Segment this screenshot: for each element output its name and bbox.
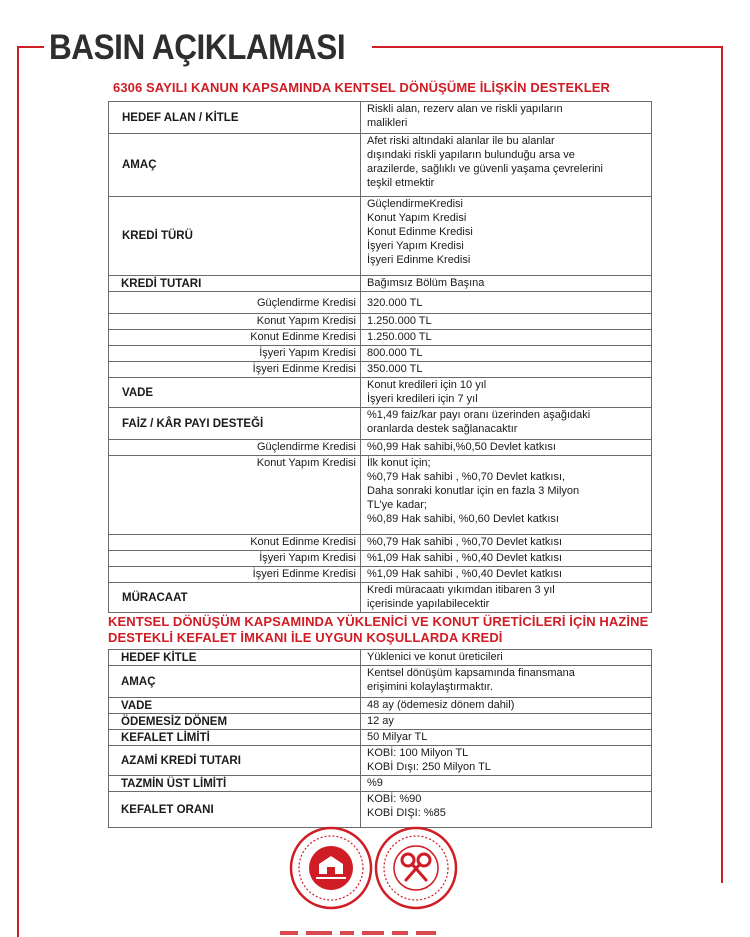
row-label: HEDEF KİTLE [109, 650, 361, 666]
rate-name: Güçlendirme Kredisi [109, 440, 361, 456]
row-value [361, 776, 652, 792]
vade-value [361, 378, 652, 408]
text-line: Riskli alan, rezerv alan ve riskli yapıların [367, 103, 563, 115]
ministry-seal-icon [289, 826, 373, 910]
page-title: BASIN AÇIKLAMASI [49, 28, 346, 67]
table-row-kredi-tutari [109, 276, 652, 292]
footer-mark [306, 931, 332, 935]
table-row [109, 362, 652, 378]
text-line: KOBİ: %90 [367, 793, 422, 805]
row-value [361, 650, 652, 666]
table-row [109, 666, 652, 698]
text-line: TL’ye kadar; [367, 499, 427, 511]
text-line: %1,49 faiz/kar payı oranı üzerinden aşağıdaki [367, 409, 591, 421]
footer-mark [416, 931, 436, 935]
table-row [109, 456, 652, 535]
text-line: İşyeri kredileri için 7 yıl [367, 393, 478, 405]
rate-value [361, 456, 652, 535]
table-row [109, 792, 652, 828]
text-line: %0,79 Hak sahibi , %0,70 Devlet katkısı [367, 536, 563, 548]
row-label: TAZMİN ÜST LİMİTİ [109, 776, 361, 792]
text-line: oranlarda destek sağlanacaktır [367, 423, 518, 435]
faiz-label: FAİZ / KÂR PAYI DESTEĞİ [109, 408, 361, 440]
table-row-hedef [109, 102, 652, 134]
row-label: KEFALET LİMİTİ [109, 730, 361, 746]
rate-value [361, 440, 652, 456]
section1-title: 6306 SAYILI KANUN KAPSAMINDA KENTSEL DÖNÜŞÜME İLİŞKİN DESTEKLER [113, 80, 610, 95]
frame-line-top-right [372, 46, 723, 48]
text-line: İşyeri Edinme Kredisi [367, 254, 471, 266]
frame-line-right [721, 46, 723, 883]
amount-value: 350.000 TL [361, 362, 652, 378]
frame-line-left [17, 46, 19, 937]
table-row [109, 650, 652, 666]
rate-name: Konut Edinme Kredisi [109, 535, 361, 551]
table-row [109, 292, 652, 314]
text-line: %1,09 Hak sahibi , %0,40 Devlet katkısı [367, 552, 563, 564]
footer-strip [280, 928, 450, 937]
section2-table [108, 649, 652, 828]
text-line: %9 [367, 777, 383, 789]
text-line: KOBİ: 100 Milyon TL [367, 747, 469, 759]
faiz-value [361, 408, 652, 440]
row-label: AZAMİ KREDİ TUTARI [109, 746, 361, 776]
amac-label: AMAÇ [109, 134, 361, 197]
amount-value: 1.250.000 TL [361, 314, 652, 330]
section2-title [108, 614, 648, 646]
kredi-turu-value [361, 197, 652, 276]
amount-value: 320.000 TL [361, 292, 652, 314]
row-value [361, 698, 652, 714]
frame-line-top-left [17, 46, 44, 48]
row-label: VADE [109, 698, 361, 714]
row-value [361, 730, 652, 746]
table-row [109, 535, 652, 551]
text-line: içerisinde yapılabilecektir [367, 598, 490, 610]
muracaat-label: MÜRACAAT [109, 583, 361, 613]
rate-value [361, 567, 652, 583]
table-row [109, 698, 652, 714]
table-row-kredi-turu [109, 197, 652, 276]
table-row-vade [109, 378, 652, 408]
kredi-tutari-label: KREDİ TUTARI [109, 276, 361, 292]
key-seal-icon [374, 826, 458, 910]
hedef-label: HEDEF ALAN / KİTLE [109, 102, 361, 134]
row-label: ÖDEMESİZ DÖNEM [109, 714, 361, 730]
text-line: Konut kredileri için 10 yıl [367, 379, 487, 391]
rate-value [361, 551, 652, 567]
muracaat-value [361, 583, 652, 613]
amount-name: Konut Yapım Kredisi [109, 314, 361, 330]
footer-mark [392, 931, 408, 935]
amount-name: Konut Edinme Kredisi [109, 330, 361, 346]
text-line: Yüklenici ve konut üreticileri [367, 651, 503, 663]
footer-mark [340, 931, 354, 935]
row-value [361, 792, 652, 828]
text-line: %0,89 Hak sahibi, %0,60 Devlet katkısı [367, 513, 559, 525]
rate-name: İşyeri Edinme Kredisi [109, 567, 361, 583]
row-label: AMAÇ [109, 666, 361, 698]
text-line: dışındaki riskli yapıların bulunduğu arsa ve [367, 149, 575, 161]
row-value [361, 666, 652, 698]
table-row-faiz [109, 408, 652, 440]
text-line: 12 ay [367, 715, 394, 727]
table-row-amac [109, 134, 652, 197]
table-row [109, 567, 652, 583]
text-line: KOBİ Dışı: 250 Milyon TL [367, 761, 491, 773]
text-line: %0,79 Hak sahibi , %0,70 Devlet katkısı, [367, 471, 566, 483]
footer-mark [362, 931, 384, 935]
amount-name: İşyeri Yapım Kredisi [109, 346, 361, 362]
vade-label: VADE [109, 378, 361, 408]
text-line: erişimini kolaylaştırmaktır. [367, 681, 493, 693]
text-line: %1,09 Hak sahibi , %0,40 Devlet katkısı [367, 568, 563, 580]
text-line: arazilerde, sağlıklı ve güvenli yaşama çevrelerini [367, 163, 603, 175]
rate-name: Konut Yapım Kredisi [109, 456, 361, 535]
footer-mark [280, 931, 298, 935]
amount-value: 1.250.000 TL [361, 330, 652, 346]
kredi-turu-label: KREDİ TÜRÜ [109, 197, 361, 276]
text-line: 48 ay (ödemesiz dönem dahil) [367, 699, 515, 711]
text-line: Kredi müracaatı yıkımdan itibaren 3 yıl [367, 584, 555, 596]
kredi-tutari-note: Bağımsız Bölüm Başına [361, 276, 652, 292]
amount-name: Güçlendirme Kredisi [109, 292, 361, 314]
text-line: Konut Yapım Kredisi [367, 212, 467, 224]
text-line: Daha sonraki konutlar için en fazla 3 Milyon [367, 485, 580, 497]
table-row [109, 551, 652, 567]
rate-name: İşyeri Yapım Kredisi [109, 551, 361, 567]
table-row [109, 730, 652, 746]
amount-value: 800.000 TL [361, 346, 652, 362]
text-line: KENTSEL DÖNÜŞÜM KAPSAMINDA YÜKLENİCİ VE KONUT ÜRETİCİLERİ İÇİN HAZİNE [108, 614, 649, 629]
row-value [361, 746, 652, 776]
hedef-value [361, 102, 652, 134]
text-line: İlk konut için; [367, 457, 431, 469]
table-row [109, 330, 652, 346]
row-label: KEFALET ORANI [109, 792, 361, 828]
text-line: İşyeri Yapım Kredisi [367, 240, 464, 252]
table-row [109, 440, 652, 456]
text-line: Afet riski altındaki alanlar ile bu alanlar [367, 135, 555, 147]
text-line: malikleri [367, 117, 408, 129]
table-row [109, 714, 652, 730]
table-row [109, 314, 652, 330]
amac-value [361, 134, 652, 197]
table-row [109, 746, 652, 776]
row-value [361, 714, 652, 730]
text-line: GüçlendirmeKredisi [367, 198, 463, 210]
amount-name: İşyeri Edinme Kredisi [109, 362, 361, 378]
text-line: Kentsel dönüşüm kapsamında finansmana [367, 667, 575, 679]
text-line: Konut Edinme Kredisi [367, 226, 473, 238]
text-line: KOBİ DIŞI: %85 [367, 807, 446, 819]
text-line: DESTEKLİ KEFALET İMKANI İLE UYGUN KOŞULLARDA KREDİ [108, 630, 503, 645]
text-line: 50 Milyar TL [367, 731, 428, 743]
table-row-muracaat [109, 583, 652, 613]
rate-value [361, 535, 652, 551]
text-line: teşkil etmektir [367, 177, 435, 189]
section1-table [108, 101, 652, 613]
text-line: %0,99 Hak sahibi,%0,50 Devlet katkısı [367, 441, 556, 453]
table-row [109, 776, 652, 792]
table-row [109, 346, 652, 362]
